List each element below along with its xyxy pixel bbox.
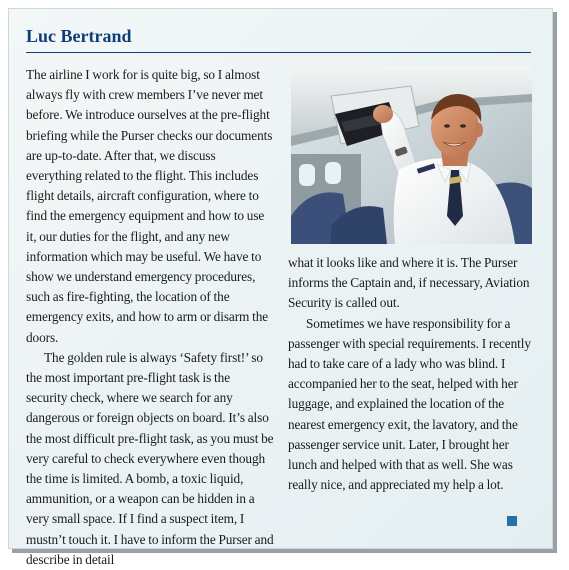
right-column [288, 253, 532, 495]
square-end-mark-icon [507, 516, 517, 526]
title-divider [26, 52, 531, 53]
flight-attendant-photo [291, 66, 532, 244]
right-paragraph-2: Sometimes we have responsibility for a passenger with special requirements. I recently had to take care of a lady who was blind. I accompanied her to the seat, helped with her luggage, and explained the location of the nearest emergency exit, the lavatory, and the passenger service unit. Later, I brought her lunch and helped with that as well. She was really nice, and appreciated my help a lot. [288, 315, 531, 493]
left-paragraph-1: The airline I work for is quite big, so I almost always fly with crew members I’ve never met before. We introduce ourselves at the pre-flight briefing while the Purser checks our documents are up-to-date. After that, we discuss everything related to the flight. This includes flight details, aircraft configuration, where to find the emergency equipment and how to use it, our duties for the flight, and any new information which may be useful. We have to show we understand emergency procedures, such as fire-fighting, the location of the emergency exits, and how to arm or disarm the doors. [26, 67, 273, 345]
left-column [26, 65, 274, 570]
article-title: Luc Bertrand [26, 26, 132, 46]
left-paragraph-2: The golden rule is always ‘Safety first!’ so the most important pre-flight task is the security check, where we search for any dangerous or foreign objects on board. It’s also the most difficult pre-flight task, as you must be very careful to check everywhere even though the time is limited. A bomb, a toxic liquid, ammunition, or a weapon can be hidden in a very small space. If I find a suspect item, I mustn’t touch it. I have to inform the Purser and describe in detail [26, 349, 274, 567]
right-paragraph-1: what it looks like and where it is. The Purser informs the Captain and, if necessary, Aviation Security is called out. [288, 255, 530, 311]
